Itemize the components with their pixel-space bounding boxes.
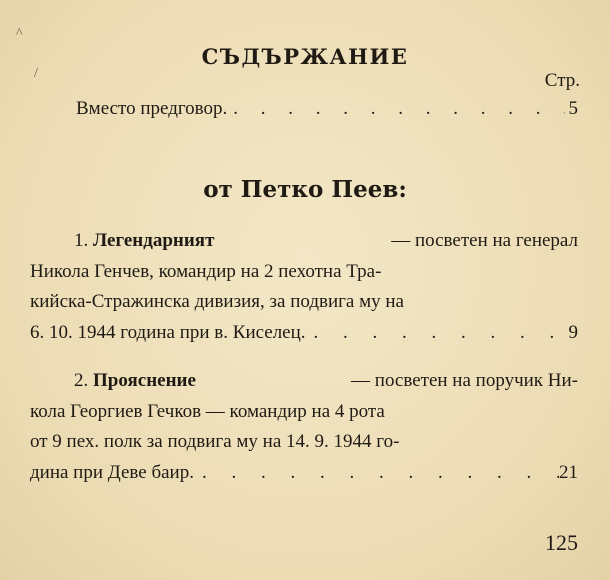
entry-title: Прояснение xyxy=(93,370,196,391)
entry-line xyxy=(30,397,578,428)
entry-title: Легендарният xyxy=(93,230,215,251)
toc-entry-page: 5 xyxy=(568,98,578,119)
page-speck: ^ xyxy=(16,26,23,41)
page-speck: / xyxy=(34,66,38,81)
entry-text: — посветен на поручик Ни- xyxy=(351,370,578,391)
leader-dots xyxy=(194,458,559,489)
entry-line xyxy=(30,318,578,349)
entry-text: — посветен на генерал xyxy=(391,230,578,251)
entry-line xyxy=(30,458,578,489)
toc-entry-1 xyxy=(30,226,578,348)
page-column-label: Стр. xyxy=(544,70,580,91)
toc-entry-page: 9 xyxy=(568,321,578,343)
contents-heading: СЪДЪРЖАНИЕ xyxy=(201,44,409,69)
leader-dots xyxy=(306,318,569,349)
toc-entry-title: Вместо предговор. xyxy=(76,98,228,119)
entry-number: 2. Прояснение xyxy=(74,370,196,391)
entry-line xyxy=(30,226,578,257)
entry-text: 6. 10. 1944 година при в. Киселец. xyxy=(30,321,306,343)
entry-text: кола Георгиев Гечков — командир на 4 рота xyxy=(30,400,385,422)
toc-entry-2 xyxy=(30,366,578,488)
entry-line xyxy=(30,366,578,397)
page-number: 125 xyxy=(545,530,578,555)
entry-line xyxy=(30,427,578,458)
entry-line xyxy=(30,257,578,288)
entry-text: от 9 пех. полк за подвига му на 14. 9. 1944 го- xyxy=(30,431,400,452)
entry-text: кийска-Стражинска дивизия, за подвига му на xyxy=(30,291,404,312)
entry-line xyxy=(30,287,578,318)
toc-entry-page: 21 xyxy=(559,461,578,483)
leader-dots xyxy=(227,98,564,120)
toc-entry-foreword xyxy=(76,98,578,120)
entry-text: Никола Генчев, командир на 2 пехотна Тра- xyxy=(30,260,382,282)
section-title: от Петко Пеев: xyxy=(203,176,407,203)
entry-text: дина при Деве баир. xyxy=(30,461,194,483)
entry-number: 1. Легендарният xyxy=(74,230,215,251)
